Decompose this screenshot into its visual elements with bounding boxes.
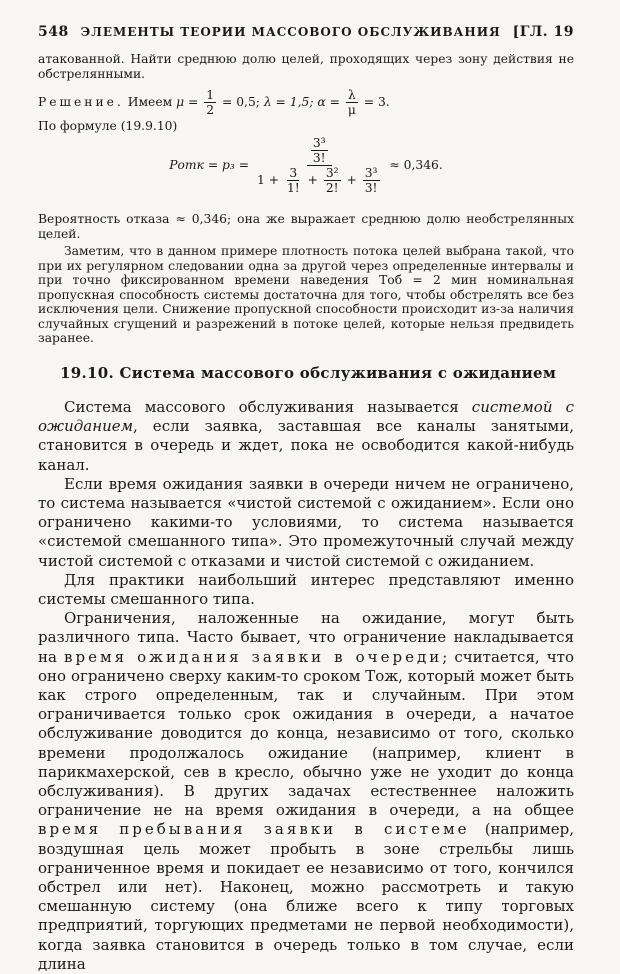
f2-num: 3² xyxy=(325,166,339,180)
p4-spaced-1: время ожидания заявки в очереди xyxy=(64,647,443,666)
p4-b: ; считается, что оно ограничено сверху каким-то сроком Tож, который может быть как строго определенным, так и случайным. При этом ограничивается только срок ожидания в очереди, а начатое обслуживание доводится до конца, независимо от того, сколько времени продолжалось ожидание (например, клиент в парикмахерской, сев в кресло, обычно уже не уходит до конца обслуживания). В других задачах естественнее наложить ограничение не на время ожидания в очереди, а на общее xyxy=(38,647,575,820)
f2-den: 2! xyxy=(325,181,339,195)
formula-top-fraction xyxy=(311,136,328,165)
mu-eq: μ = xyxy=(176,95,199,109)
alpha-fraction xyxy=(346,88,358,117)
chapter-label: [ГЛ. 19 xyxy=(512,24,574,40)
body-paragraph-3: Для практики наибольший интерес представляют именно системы смешанного типа. xyxy=(38,570,574,609)
section-body xyxy=(38,398,574,974)
mu-val: = 0,5; xyxy=(222,95,260,109)
p1-a: Система массового обслуживания называется xyxy=(64,398,472,416)
p4-spaced-2: время пребывания заявки в системе xyxy=(38,820,470,839)
p4-a: Ограничения, наложенные на ожидание, могут быть различного типа. Часто бывает, что ограничение накладывается на xyxy=(38,609,574,666)
body-paragraph-1 xyxy=(38,398,574,475)
alpha-val: = 3. xyxy=(363,95,390,109)
section-number: 19.10. xyxy=(60,364,114,382)
section-heading xyxy=(60,364,574,382)
formula-lhs: Pотк = p₃ = xyxy=(169,158,250,172)
alpha-eq: α = xyxy=(317,95,340,109)
fraction-3 xyxy=(363,166,380,195)
probability-paragraph: Вероятность отказа ≈ 0,346; она же выражает среднюю долю необстрелянных целей. xyxy=(38,212,574,241)
top-paragraph: атакованной. Найти среднюю долю целей, проходящих через зону действия не обстрелянными. xyxy=(38,52,574,81)
f1-den: 1! xyxy=(286,181,300,195)
running-header xyxy=(38,24,574,40)
solution-line xyxy=(38,88,574,117)
section-title: Система массового обслуживания с ожиданием xyxy=(119,364,557,382)
body-paragraph-4 xyxy=(38,609,574,974)
fraction-2 xyxy=(324,166,341,195)
formula-denominator: 1 + $\frac{3}{1!}$ + $\frac{\text{3²}}{2!}$ + $\frac{\text{3³}}{3!}$ xyxy=(256,166,378,195)
f1-num: 3 xyxy=(289,166,298,180)
mu-fraction xyxy=(204,88,216,117)
formula-ref: По формуле (19.9.10) xyxy=(38,119,178,133)
solution-label: Решение. xyxy=(38,95,124,109)
fraction-1 xyxy=(285,166,302,195)
alpha-num: λ xyxy=(347,88,356,102)
p1-b: , если заявка, заставшая все каналы занятыми, становится в очередь и ждет, пока не освободится какой-нибудь канал. xyxy=(38,417,574,474)
f3-num: 3³ xyxy=(364,166,378,180)
body-paragraph-2: Если время ожидания заявки в очереди ничем не ограничено, то система называется «чистой системой с ожиданием». Если оно ограничено какими-то условиями, то система называется «системой смешанного типа». Это промежуточный случай между чистой системой с отказами и чистой системой с ожиданием. xyxy=(38,474,574,570)
alpha-den: μ xyxy=(347,103,356,117)
mu-den: 2 xyxy=(206,103,215,117)
lambda-eq: λ = 1,5; xyxy=(263,95,314,109)
formula-numerator xyxy=(307,136,332,166)
formula-block xyxy=(38,136,574,195)
page-number: 548 xyxy=(38,24,69,40)
denominator-one: 1 + xyxy=(256,173,280,187)
mu-num: 1 xyxy=(206,88,215,102)
top-num: 3³ xyxy=(312,136,326,150)
p1-emphasis: системой с ожиданием xyxy=(38,398,574,436)
f3-den: 3! xyxy=(364,181,378,195)
p4-c: (например, воздушная цель может пробыть в зоне стрельбы лишь ограниченное время и покидает ее независимо от того, кончился обстрел или нет). Наконец, можно рассмотреть и такую смешанную систему (она ближе всего к типу торговых предприятий, торгующих предметами не первой необходимости), когда заявка становится в очередь только в том случае, если длина xyxy=(38,820,574,973)
top-den: 3! xyxy=(312,151,326,165)
running-title: ЭЛЕМЕНТЫ ТЕОРИИ МАССОВОГО ОБСЛУЖИВАНИЯ xyxy=(80,25,501,39)
formula-main-fraction xyxy=(255,136,384,195)
formula-result: ≈ 0,346. xyxy=(389,158,443,172)
solution-text: Имеем xyxy=(127,95,173,109)
note-paragraph: Заметим, что в данном примере плотность потока целей выбрана такой, что при их регулярном следовании одна за другой через определенные интервалы и при точно фиксированном времени наведения Tоб = 2 мин номинальная пропускная способность системы достаточна для того, чтобы обстрелять все без исключения цели. Снижение пропускной способности происходит из-за наличия случайных сгущений и разрежений в потоке целей, которые нельзя предвидеть заранее. xyxy=(38,244,574,345)
